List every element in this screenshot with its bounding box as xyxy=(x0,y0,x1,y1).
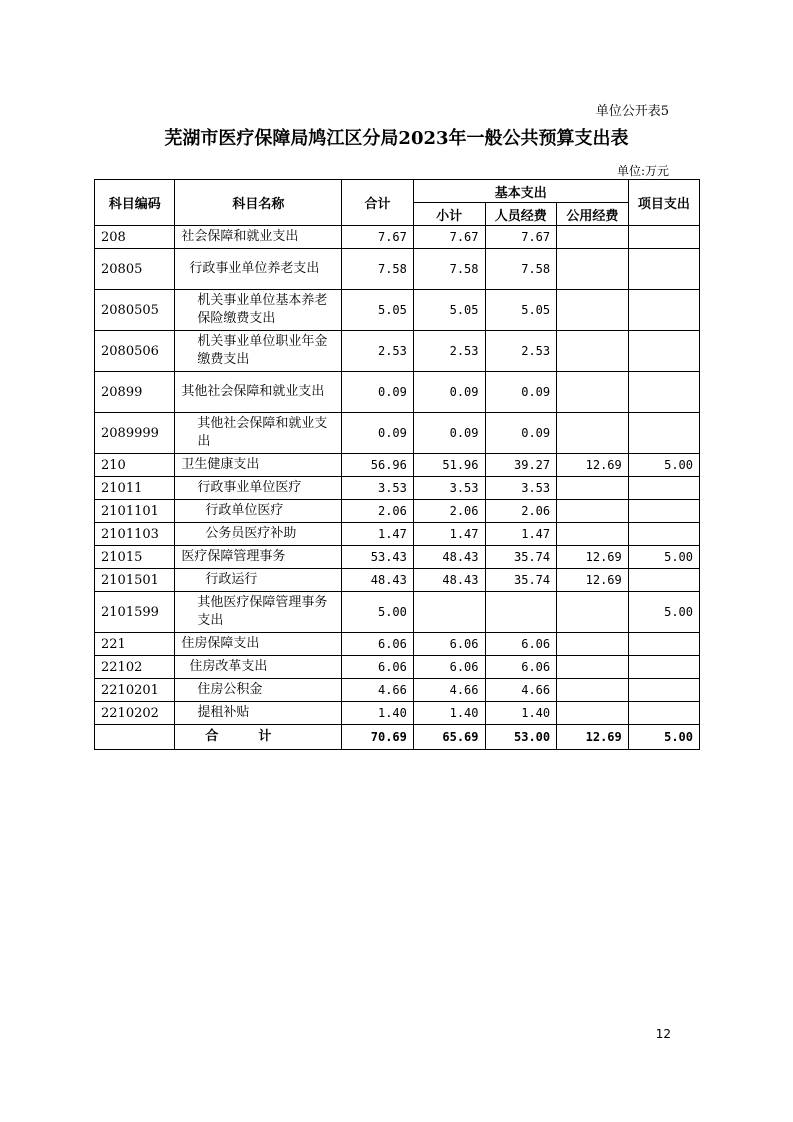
row-name: 社会保障和就业支出 xyxy=(175,226,342,249)
row-code: 221 xyxy=(95,633,175,656)
row-name: 行政单位医疗 xyxy=(175,500,342,523)
total-row-label: 合计 xyxy=(175,725,342,750)
row-subtotal: 48.43 xyxy=(413,569,485,592)
row-name: 行政运行 xyxy=(175,569,342,592)
row-name: 提租补贴 xyxy=(175,702,342,725)
row-name: 医疗保障管理事务 xyxy=(175,546,342,569)
row-project xyxy=(628,331,699,372)
row-personnel: 0.09 xyxy=(485,413,557,454)
row-personnel xyxy=(485,592,557,633)
doc-label: 单位公开表5 xyxy=(595,104,669,119)
row-total: 7.67 xyxy=(342,226,414,249)
table-row xyxy=(95,546,700,569)
row-code: 2210201 xyxy=(95,679,175,702)
table-row xyxy=(95,679,700,702)
table-row xyxy=(95,249,700,290)
row-personnel: 5.05 xyxy=(485,290,557,331)
row-subtotal: 7.67 xyxy=(413,226,485,249)
table-row xyxy=(95,454,700,477)
row-public: 12.69 xyxy=(557,454,629,477)
row-subtotal: 48.43 xyxy=(413,546,485,569)
row-personnel: 7.58 xyxy=(485,249,557,290)
table-row xyxy=(95,413,700,454)
total-row-total: 70.69 xyxy=(342,725,414,750)
row-subtotal: 0.09 xyxy=(413,372,485,413)
row-public xyxy=(557,702,629,725)
row-code: 2210202 xyxy=(95,702,175,725)
row-name: 行政事业单位养老支出 xyxy=(175,249,342,290)
row-personnel: 2.53 xyxy=(485,331,557,372)
table-row xyxy=(95,633,700,656)
header-code: 科目编码 xyxy=(95,180,175,226)
row-total: 1.47 xyxy=(342,523,414,546)
table-row xyxy=(95,592,700,633)
row-public xyxy=(557,679,629,702)
row-name: 其他社会保障和就业支出 xyxy=(175,413,342,454)
total-row-code xyxy=(95,725,175,750)
row-total: 4.66 xyxy=(342,679,414,702)
row-personnel: 4.66 xyxy=(485,679,557,702)
row-total: 1.40 xyxy=(342,702,414,725)
table-row xyxy=(95,702,700,725)
total-row-project: 5.00 xyxy=(628,725,699,750)
row-code: 20899 xyxy=(95,372,175,413)
row-personnel: 35.74 xyxy=(485,546,557,569)
row-name: 行政事业单位医疗 xyxy=(175,477,342,500)
row-name: 住房公积金 xyxy=(175,679,342,702)
total-row-subtotal: 65.69 xyxy=(413,725,485,750)
row-code: 22102 xyxy=(95,656,175,679)
row-public xyxy=(557,656,629,679)
row-public xyxy=(557,413,629,454)
row-personnel: 7.67 xyxy=(485,226,557,249)
header-project: 项目支出 xyxy=(628,180,699,226)
total-row xyxy=(95,725,700,750)
row-personnel: 35.74 xyxy=(485,569,557,592)
row-personnel: 39.27 xyxy=(485,454,557,477)
header-total: 合计 xyxy=(342,180,414,226)
row-personnel: 3.53 xyxy=(485,477,557,500)
row-project xyxy=(628,249,699,290)
row-public xyxy=(557,592,629,633)
row-public xyxy=(557,523,629,546)
row-public xyxy=(557,331,629,372)
row-name: 机关事业单位职业年金缴费支出 xyxy=(175,331,342,372)
row-personnel: 6.06 xyxy=(485,656,557,679)
table-row xyxy=(95,372,700,413)
row-project xyxy=(628,569,699,592)
row-name: 卫生健康支出 xyxy=(175,454,342,477)
row-project xyxy=(628,633,699,656)
row-code: 2089999 xyxy=(95,413,175,454)
total-row-personnel: 53.00 xyxy=(485,725,557,750)
row-total: 48.43 xyxy=(342,569,414,592)
row-total: 0.09 xyxy=(342,372,414,413)
budget-table xyxy=(94,179,700,750)
row-code: 2101101 xyxy=(95,500,175,523)
row-subtotal: 2.53 xyxy=(413,331,485,372)
row-code: 21015 xyxy=(95,546,175,569)
row-subtotal: 1.40 xyxy=(413,702,485,725)
row-personnel: 1.40 xyxy=(485,702,557,725)
row-personnel: 6.06 xyxy=(485,633,557,656)
table-row xyxy=(95,477,700,500)
row-total: 3.53 xyxy=(342,477,414,500)
row-project: 5.00 xyxy=(628,454,699,477)
row-name: 其他医疗保障管理事务支出 xyxy=(175,592,342,633)
header-basic: 基本支出 xyxy=(413,180,628,203)
row-public xyxy=(557,226,629,249)
unit-label: 单位:万元 xyxy=(616,164,669,178)
row-subtotal: 7.58 xyxy=(413,249,485,290)
row-total: 0.09 xyxy=(342,413,414,454)
header-subtotal: 小计 xyxy=(413,203,485,226)
row-personnel: 1.47 xyxy=(485,523,557,546)
row-subtotal xyxy=(413,592,485,633)
total-row-public: 12.69 xyxy=(557,725,629,750)
row-code: 2101599 xyxy=(95,592,175,633)
row-code: 2080505 xyxy=(95,290,175,331)
row-project xyxy=(628,477,699,500)
row-public: 12.69 xyxy=(557,569,629,592)
row-total: 5.00 xyxy=(342,592,414,633)
row-project xyxy=(628,656,699,679)
header-public: 公用经费 xyxy=(557,203,629,226)
row-public xyxy=(557,290,629,331)
row-project xyxy=(628,702,699,725)
row-total: 2.06 xyxy=(342,500,414,523)
row-subtotal: 5.05 xyxy=(413,290,485,331)
row-project xyxy=(628,413,699,454)
table-row xyxy=(95,569,700,592)
row-personnel: 0.09 xyxy=(485,372,557,413)
row-code: 21011 xyxy=(95,477,175,500)
table-row xyxy=(95,290,700,331)
row-project xyxy=(628,679,699,702)
row-project: 5.00 xyxy=(628,546,699,569)
row-subtotal: 6.06 xyxy=(413,633,485,656)
row-total: 56.96 xyxy=(342,454,414,477)
row-subtotal: 1.47 xyxy=(413,523,485,546)
row-total: 53.43 xyxy=(342,546,414,569)
row-personnel: 2.06 xyxy=(485,500,557,523)
row-name: 其他社会保障和就业支出 xyxy=(175,372,342,413)
row-subtotal: 3.53 xyxy=(413,477,485,500)
row-project xyxy=(628,372,699,413)
row-project xyxy=(628,523,699,546)
row-subtotal: 51.96 xyxy=(413,454,485,477)
row-name: 住房保障支出 xyxy=(175,633,342,656)
row-code: 2101501 xyxy=(95,569,175,592)
row-project xyxy=(628,500,699,523)
header-name: 科目名称 xyxy=(175,180,342,226)
row-code: 210 xyxy=(95,454,175,477)
header-personnel: 人员经费 xyxy=(485,203,557,226)
row-public xyxy=(557,249,629,290)
row-code: 20805 xyxy=(95,249,175,290)
row-public xyxy=(557,500,629,523)
row-public xyxy=(557,372,629,413)
table-row xyxy=(95,500,700,523)
row-project xyxy=(628,290,699,331)
table-row xyxy=(95,226,700,249)
table-row xyxy=(95,523,700,546)
page-number: 12 xyxy=(655,1027,671,1041)
row-total: 6.06 xyxy=(342,656,414,679)
row-total: 6.06 xyxy=(342,633,414,656)
table-row xyxy=(95,656,700,679)
row-code: 2080506 xyxy=(95,331,175,372)
row-code: 208 xyxy=(95,226,175,249)
row-project xyxy=(628,226,699,249)
row-subtotal: 0.09 xyxy=(413,413,485,454)
row-name: 机关事业单位基本养老保险缴费支出 xyxy=(175,290,342,331)
row-name: 公务员医疗补助 xyxy=(175,523,342,546)
row-total: 5.05 xyxy=(342,290,414,331)
table-row xyxy=(95,331,700,372)
row-code: 2101103 xyxy=(95,523,175,546)
row-public xyxy=(557,633,629,656)
row-total: 2.53 xyxy=(342,331,414,372)
row-project: 5.00 xyxy=(628,592,699,633)
row-public xyxy=(557,477,629,500)
row-total: 7.58 xyxy=(342,249,414,290)
row-subtotal: 4.66 xyxy=(413,679,485,702)
row-name: 住房改革支出 xyxy=(175,656,342,679)
row-subtotal: 2.06 xyxy=(413,500,485,523)
page-title: 芜湖市医疗保障局鸠江区分局2023年一般公共预算支出表 xyxy=(164,128,629,149)
row-public: 12.69 xyxy=(557,546,629,569)
row-subtotal: 6.06 xyxy=(413,656,485,679)
